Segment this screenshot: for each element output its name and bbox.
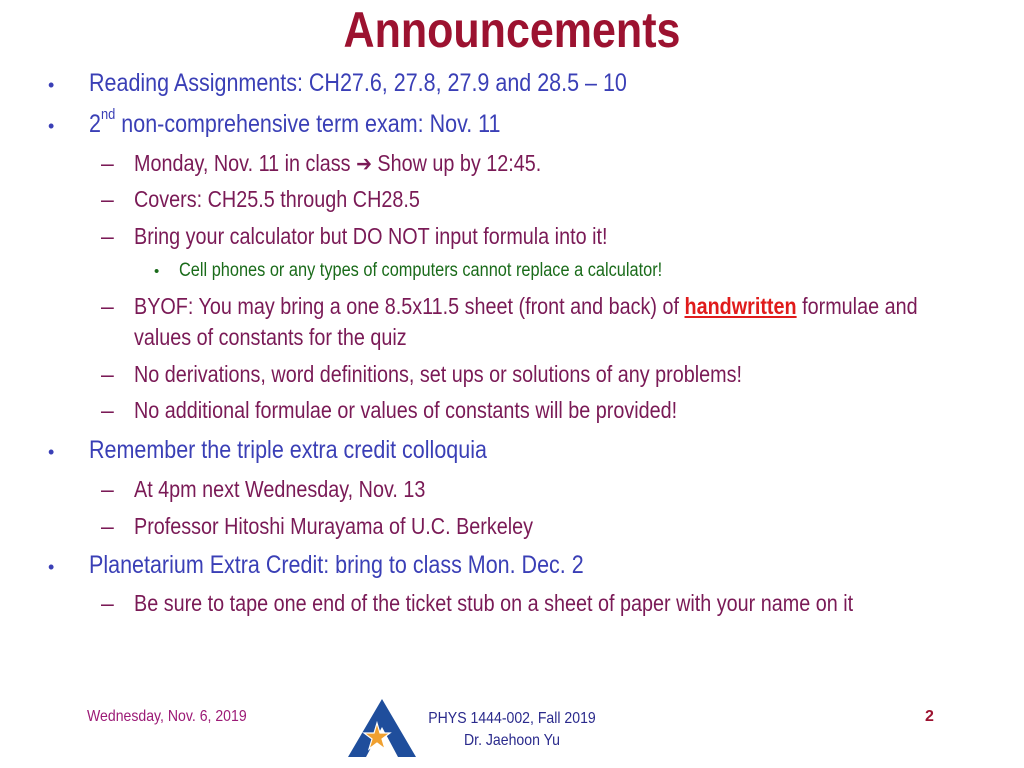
byof-note-continued: values of constants for the quiz bbox=[134, 324, 407, 350]
byof-note: BYOF: You may bring a one 8.5x11.5 sheet (front and back) of handwritten formulae and bbox=[134, 293, 918, 319]
page-number: 2 bbox=[925, 708, 934, 725]
no-additional-formulae-note: No additional formulae or values of constants will be provided! bbox=[134, 397, 678, 423]
colloquia-time: At 4pm next Wednesday, Nov. 13 bbox=[134, 476, 426, 502]
page-title: Announcements bbox=[343, 2, 681, 58]
dash-marker: – bbox=[101, 397, 114, 423]
footer-date: Wednesday, Nov. 6, 2019 bbox=[87, 708, 247, 725]
bullet-marker: • bbox=[48, 116, 55, 136]
exam-date-line: Monday, Nov. 11 in class ➔ Show up by 12:45. bbox=[134, 150, 542, 176]
footer-instructor: Dr. Jaehoon Yu bbox=[463, 732, 561, 749]
dash-marker: – bbox=[101, 223, 114, 249]
bullet-marker: • bbox=[48, 557, 55, 577]
bullet-marker: • bbox=[48, 75, 55, 95]
bullet-marker: • bbox=[48, 442, 55, 462]
handwritten-emphasis: handwritten bbox=[684, 293, 797, 319]
planetarium-heading: Planetarium Extra Credit: bring to class Mon. Dec. 2 bbox=[89, 551, 584, 579]
colloquia-heading: Remember the triple extra credit colloquia bbox=[89, 436, 487, 464]
bullet-marker: • bbox=[154, 263, 160, 280]
planetarium-instructions: Be sure to tape one end of the ticket stub on a sheet of paper with your name on it bbox=[134, 590, 854, 616]
calculator-note: Bring your calculator but DO NOT input formula into it! bbox=[134, 223, 608, 249]
dash-marker: – bbox=[101, 476, 114, 502]
footer-course: PHYS 1444-002, Fall 2019 bbox=[428, 710, 596, 727]
dash-marker: – bbox=[101, 150, 114, 176]
footer-course-info bbox=[413, 708, 610, 752]
dash-marker: – bbox=[101, 361, 114, 387]
colloquia-speaker: Professor Hitoshi Murayama of U.C. Berkeley bbox=[134, 513, 534, 539]
dash-marker: – bbox=[101, 293, 114, 319]
announcement-list bbox=[0, 68, 1024, 628]
exam-coverage: Covers: CH25.5 through CH28.5 bbox=[134, 186, 420, 212]
calculator-subnote: Cell phones or any types of computers cannot replace a calculator! bbox=[179, 260, 663, 281]
no-derivations-note: No derivations, word definitions, set ups or solutions of any problems! bbox=[134, 361, 743, 387]
dash-marker: – bbox=[101, 513, 114, 539]
ut-arlington-star-logo bbox=[346, 697, 418, 759]
dash-marker: – bbox=[101, 186, 114, 212]
right-arrow-icon: ➔ bbox=[356, 151, 372, 176]
term-exam-heading: 2nd non-comprehensive term exam: Nov. 11 bbox=[89, 106, 501, 138]
reading-assignments: Reading Assignments: CH27.6, 27.8, 27.9 and 28.5 – 10 bbox=[89, 69, 627, 97]
dash-marker: – bbox=[101, 590, 114, 616]
